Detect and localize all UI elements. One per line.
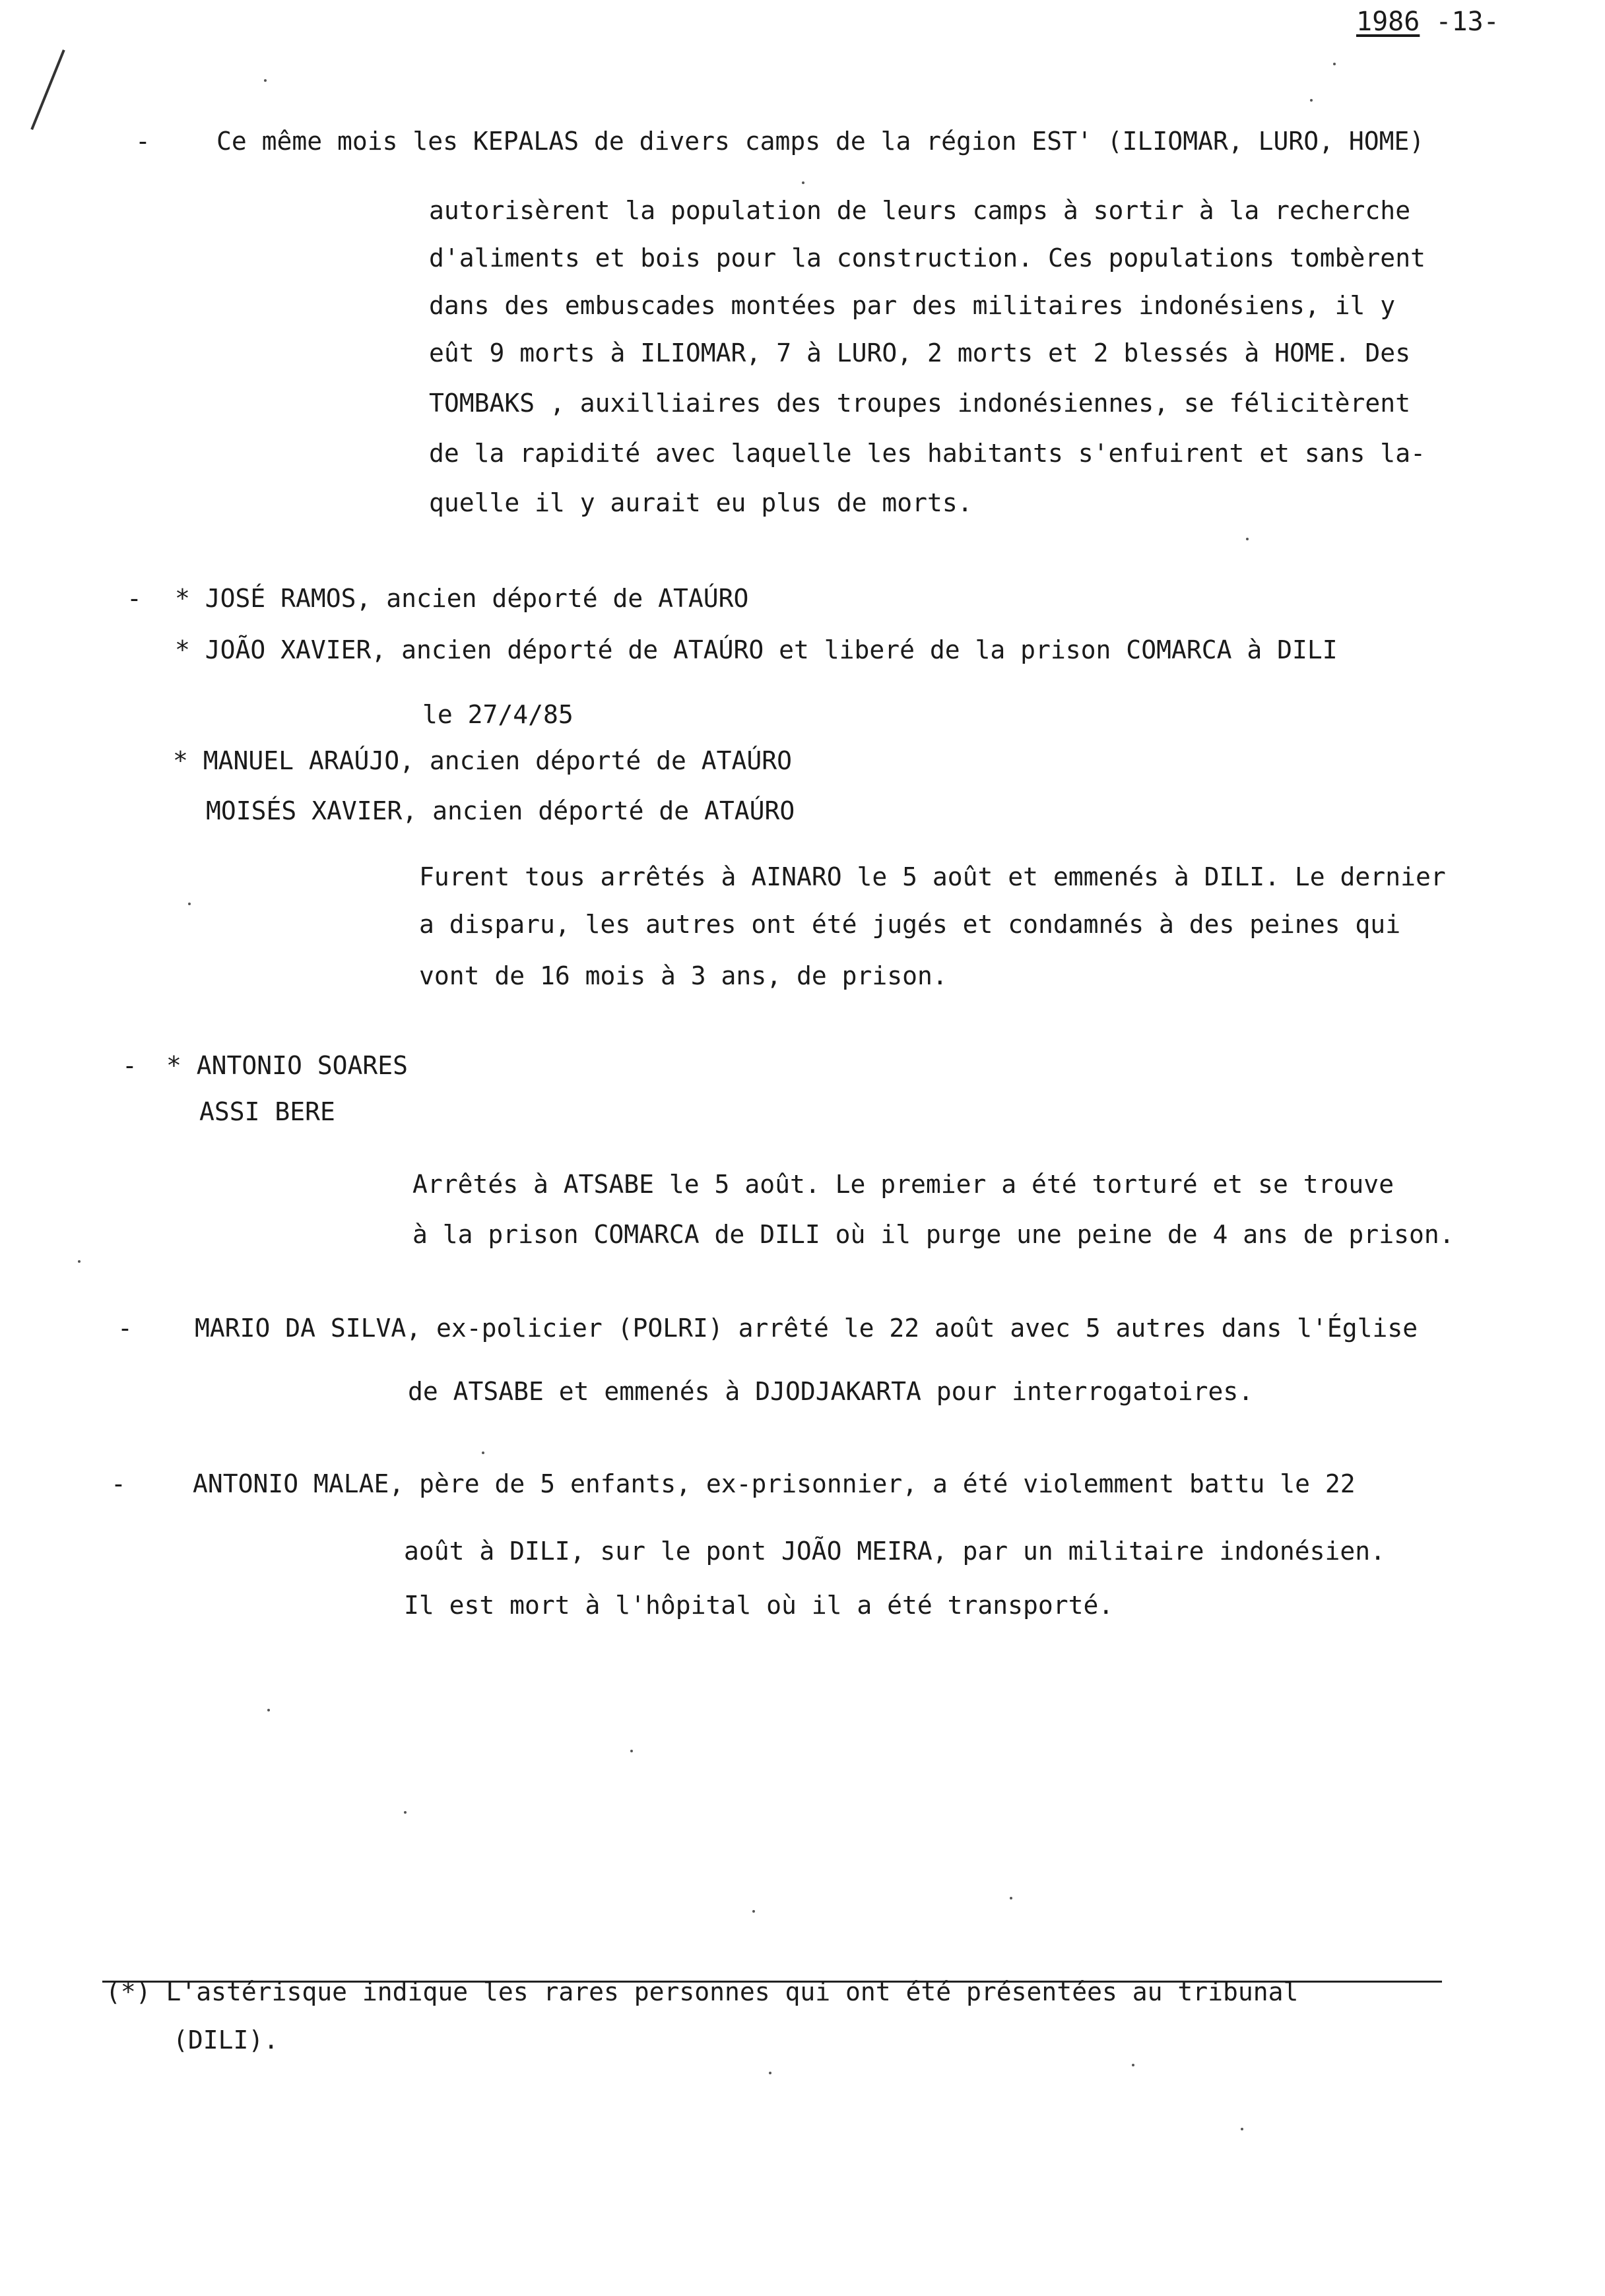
footnote-line: (*) L'astérisque indique les rares personnes qui ont été présentées au tribunal (106, 1977, 1299, 2006)
entry-line: ANTONIO MALAE, père de 5 enfants, ex-prisonnier, a été violemment battu le 22 (193, 1469, 1356, 1498)
entry-line: quelle il y aurait eu plus de morts. (429, 488, 973, 517)
scan-speck (78, 1260, 81, 1263)
entry-line: * MANUEL ARAÚJO, ancien déporté de ATAÚRO (173, 746, 792, 775)
scan-speck (752, 1910, 755, 1913)
entry-dash: - (127, 584, 142, 613)
scan-speck (1246, 538, 1249, 540)
page-year: 1986 (1356, 7, 1420, 37)
entry-line: Arrêtés à ATSABE le 5 août. Le premier a été torturé et se trouve (412, 1170, 1394, 1199)
entry-line: a disparu, les autres ont été jugés et condamnés à des peines qui (419, 910, 1401, 939)
entry-line: vont de 16 mois à 3 ans, de prison. (419, 961, 948, 990)
scan-speck (264, 79, 267, 82)
entry-line: d'aliments et bois pour la construction. Ces populations tombèrent (429, 243, 1425, 272)
scan-speck (802, 181, 804, 184)
scan-speck (769, 2072, 771, 2074)
scan-speck (1241, 2128, 1243, 2130)
entry-line: autorisèrent la population de leurs camps à sortir à la recherche (429, 196, 1411, 225)
scan-speck (404, 1811, 407, 1814)
entry-line: Il est mort à l'hôpital où il a été transporté. (404, 1591, 1114, 1620)
scan-speck (1010, 1897, 1012, 1899)
entry-line: Furent tous arrêtés à AINARO le 5 août et emmenés à DILI. Le dernier (419, 862, 1446, 891)
entry-dash: - (111, 1469, 126, 1498)
scan-speck (188, 903, 191, 905)
entry-dash: - (117, 1314, 133, 1343)
entry-line: eût 9 morts à ILIOMAR, 7 à LURO, 2 morts et 2 blessés à HOME. Des (429, 338, 1411, 367)
entry-line: TOMBAKS , auxilliaires des troupes indonésiennes, se félicitèrent (429, 389, 1411, 418)
entry-line: le 27/4/85 (422, 700, 573, 729)
entry-line: ASSI BERE (199, 1097, 335, 1126)
entry-line: * JOÃO XAVIER, ancien déporté de ATAÚRO et liberé de la prison COMARCA à DILI (175, 635, 1338, 664)
entry-line: août à DILI, sur le pont JOÃO MEIRA, par un militaire indonésien. (404, 1537, 1386, 1566)
scan-speck (1132, 2064, 1134, 2066)
scan-speck (1333, 63, 1336, 65)
entry-line: Ce même mois les KEPALAS de divers camps de la région EST' (ILIOMAR, LURO, HOME) (216, 127, 1425, 156)
entry-line: de la rapidité avec laquelle les habitants s'enfuirent et sans la- (429, 439, 1425, 468)
entry-line: * JOSÉ RAMOS, ancien déporté de ATAÚRO (175, 584, 749, 613)
entry-line: dans des embuscades montées par des militaires indonésiens, il y (429, 291, 1396, 320)
footnote-line: (DILI). (173, 2025, 279, 2055)
scan-speck (1310, 99, 1313, 102)
entry-line: MOISÉS XAVIER, ancien déporté de ATAÚRO (206, 796, 795, 825)
scan-speck (267, 1709, 270, 1711)
page-number-label: -13- (1435, 7, 1499, 37)
entry-line: MARIO DA SILVA, ex-policier (POLRI) arrêté le 22 août avec 5 autres dans l'Église (195, 1314, 1418, 1343)
entry-line: de ATSABE et emmenés à DJODJAKARTA pour interrogatoires. (408, 1377, 1254, 1406)
entry-dash: - (122, 1051, 137, 1080)
scan-speck (630, 1750, 633, 1752)
entry-dash: - (135, 127, 150, 156)
entry-line: à la prison COMARCA de DILI où il purge une peine de 4 ans de prison. (412, 1220, 1455, 1249)
page-number (1356, 7, 1499, 37)
entry-line: * ANTONIO SOARES (166, 1051, 409, 1080)
margin-slash-mark (30, 49, 65, 130)
scan-speck (482, 1451, 484, 1454)
